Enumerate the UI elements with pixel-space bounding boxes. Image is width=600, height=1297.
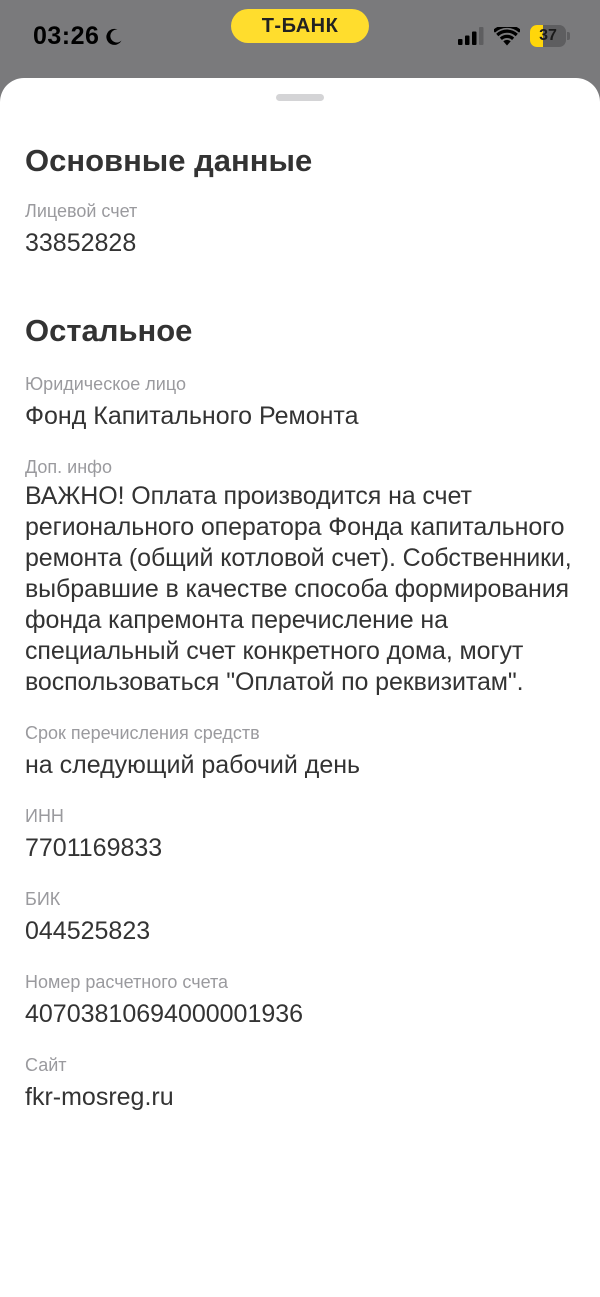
status-icons <box>458 25 570 47</box>
field-value[interactable]: fkr-mosreg.ru <box>25 1083 174 1111</box>
cellular-signal-icon <box>458 27 484 45</box>
field-inn <box>25 805 575 864</box>
wifi-icon <box>494 27 520 46</box>
battery-tip <box>567 32 570 40</box>
field-label: Юридическое лицо <box>25 374 186 394</box>
battery-body <box>530 25 566 47</box>
field-account-number <box>25 200 575 259</box>
field-value[interactable]: 7701169833 <box>25 834 163 862</box>
status-time-text: 03:26 <box>33 22 100 50</box>
section-main-data <box>25 78 575 259</box>
status-bar <box>0 0 600 78</box>
field-value[interactable]: Фонд Капитального Ремонта <box>25 402 359 430</box>
field-legal-entity <box>25 373 575 432</box>
brand-pill[interactable] <box>231 9 369 43</box>
battery-icon <box>530 25 570 47</box>
section-other <box>25 259 575 1113</box>
field-settlement-account <box>25 971 575 1030</box>
field-label: Лицевой счет <box>25 201 138 221</box>
field-value[interactable]: 044525823 <box>25 917 151 945</box>
field-label: Срок перечисления средств <box>25 723 260 743</box>
field-additional-info <box>25 456 575 698</box>
moon-icon <box>104 27 124 47</box>
field-label: ИНН <box>25 806 64 826</box>
details-sheet <box>0 78 600 1297</box>
field-label: Доп. инфо <box>25 457 112 477</box>
battery-level: 37 <box>539 27 557 44</box>
status-time <box>33 22 124 51</box>
field-value[interactable]: на следующий рабочий день <box>25 751 361 779</box>
section-title-other: Остальное <box>25 313 193 348</box>
field-value[interactable]: 33852828 <box>25 229 137 257</box>
field-label: БИК <box>25 889 61 909</box>
brand-name: Т-БАНК <box>261 14 339 37</box>
field-label: Сайт <box>25 1055 67 1075</box>
field-value[interactable]: ВАЖНО! Оплата производится на счет регионального оператора Фонда капитального ремонта (общий котловой счет). Собственники, выбравшие в качестве способа формирования фонда капремонта перечисление на специальный счет конкретного дома, могут воспользоваться "Оплатой по реквизитам". <box>25 482 572 696</box>
field-transfer-term <box>25 722 575 781</box>
sheet-grabber[interactable] <box>276 94 324 101</box>
field-value[interactable]: 40703810694000001936 <box>25 1000 304 1028</box>
section-title-main: Основные данные <box>25 143 313 178</box>
field-label: Номер расчетного счета <box>25 972 229 992</box>
field-bik <box>25 888 575 947</box>
field-website <box>25 1054 575 1113</box>
